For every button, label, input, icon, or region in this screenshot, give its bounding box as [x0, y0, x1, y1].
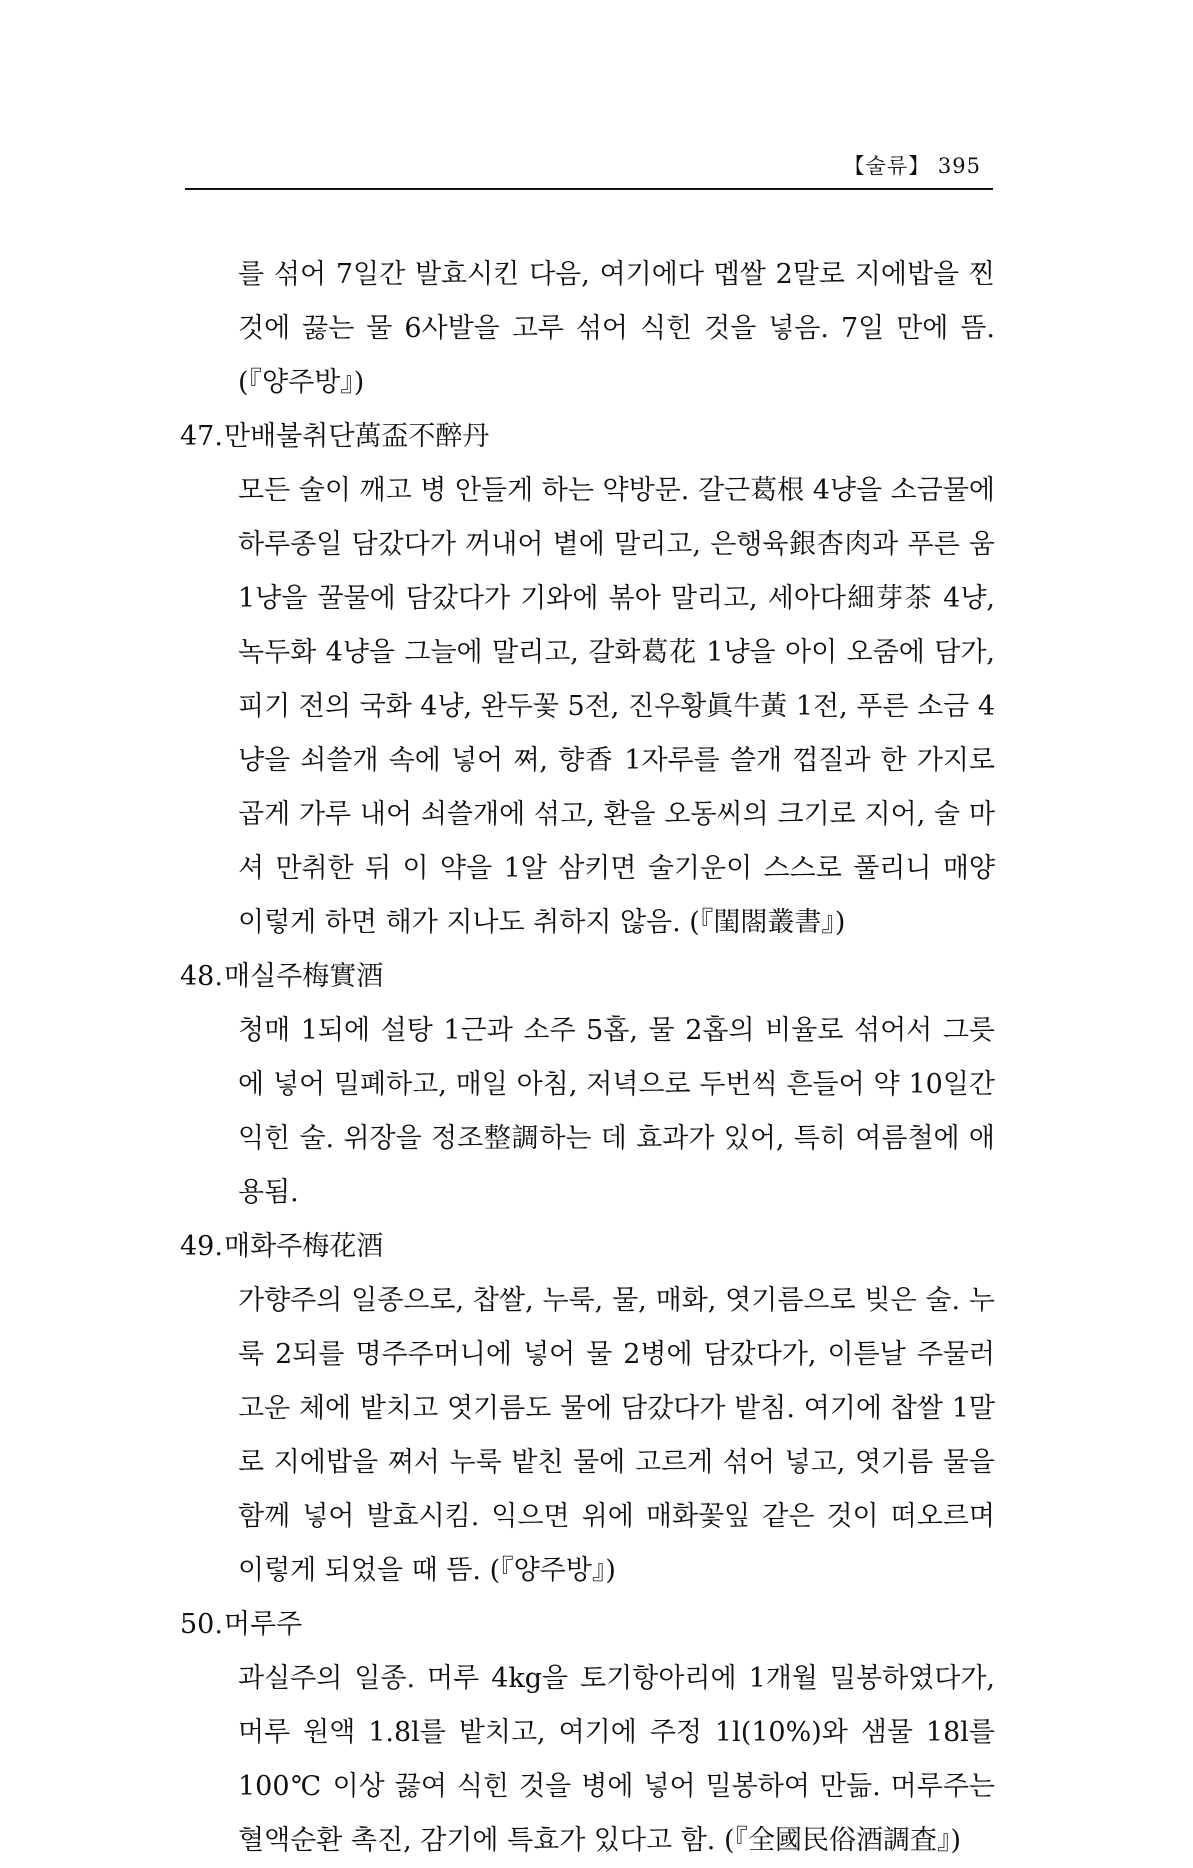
entry-number: 50. — [180, 1609, 223, 1640]
entry-title: 매화주梅花酒 — [224, 1231, 384, 1262]
entry-48 — [180, 950, 995, 1220]
entry-number: 47. — [180, 421, 223, 452]
entry-heading — [180, 950, 995, 1004]
header-rule — [185, 188, 993, 190]
entry-49 — [180, 1220, 995, 1598]
entry-number: 48. — [180, 961, 223, 992]
entry-body: 청매 1되에 설탕 1근과 소주 5홉, 물 2홉의 비율로 섞어서 그릇에 넣어 밀폐하고, 매일 아침, 저녁으로 두번씩 흔들어 약 10일간 익힌 술. 위장을 정조整調하는 데 효과가 있어, 특히 여름철에 애용됨. — [238, 1015, 995, 1208]
entry-heading — [180, 1598, 995, 1652]
entry-heading — [180, 1220, 995, 1274]
entry-47 — [180, 410, 995, 950]
running-head: 【술류】 395 — [843, 154, 981, 178]
page-header — [185, 150, 993, 186]
entry-50 — [180, 1598, 995, 1868]
continued-paragraph: 를 섞어 7일간 발효시킨 다음, 여기에다 멥쌀 2말로 지에밥을 찐 것에 끓는 물 6사발을 고루 섞어 식힌 것을 넣음. 7일 만에 뜸. (『양주방』) — [238, 259, 995, 398]
entry-body: 가향주의 일종으로, 찹쌀, 누룩, 물, 매화, 엿기름으로 빚은 술. 누룩 2되를 명주주머니에 넣어 물 2병에 담갔다가, 이튿날 주물러 고운 체에 밭치고 엿기름도 물에 담갔다가 밭침. 여기에 찹쌀 1말로 지에밥을 쪄서 누룩 밭친 물에 고르게 섞어 넣고, 엿기름 물을 함께 넣어 발효시킴. 익으면 위에 매화꽃잎 같은 것이 떠오르며 이렇게 되었을 때 뜸. (『양주방』) — [238, 1285, 995, 1586]
entry-title: 만배불취단萬盃不醉丹 — [224, 421, 490, 452]
entry-title: 머루주 — [224, 1609, 303, 1640]
entry-heading — [180, 410, 995, 464]
entry-body: 과실주의 일종. 머루 4kg을 토기항아리에 1개월 밀봉하였다가, 머루 원액 1.8l를 밭치고, 여기에 주정 1l(10%)와 샘물 18l를 100℃ 이상 끓여 식힌 것을 병에 넣어 밀봉하여 만듦. 머루주는 혈액순환 촉진, 감기에 특효가 있다고 함. (『全國民俗酒調査』) — [238, 1663, 995, 1856]
page-body — [180, 248, 995, 1868]
entry-number: 49. — [180, 1231, 223, 1262]
entry-body: 모든 술이 깨고 병 안들게 하는 약방문. 갈근葛根 4냥을 소금물에 하루종일 담갔다가 꺼내어 볕에 말리고, 은행육銀杏肉과 푸른 움 1냥을 꿀물에 담갔다가 기와에 볶아 말리고, 세아다細芽茶 4냥, 녹두화 4냥을 그늘에 말리고, 갈화葛花 1냥을 아이 오줌에 담가, 피기 전의 국화 4냥, 완두꽃 5전, 진우황眞牛黃 1전, 푸른 소금 4냥을 쇠쓸개 속에 넣어 쪄, 향香 1자루를 쓸개 껍질과 한 가지로 곱게 가루 내어 쇠쓸개에 섞고, 환을 오동씨의 크기로 지어, 술 마셔 만취한 뒤 이 약을 1알 삼키면 술기운이 스스로 풀리니 매양 이렇게 하면 해가 지나도 취하지 않음. (『閨閤叢書』) — [238, 475, 995, 938]
entry-title: 매실주梅實酒 — [224, 961, 384, 992]
